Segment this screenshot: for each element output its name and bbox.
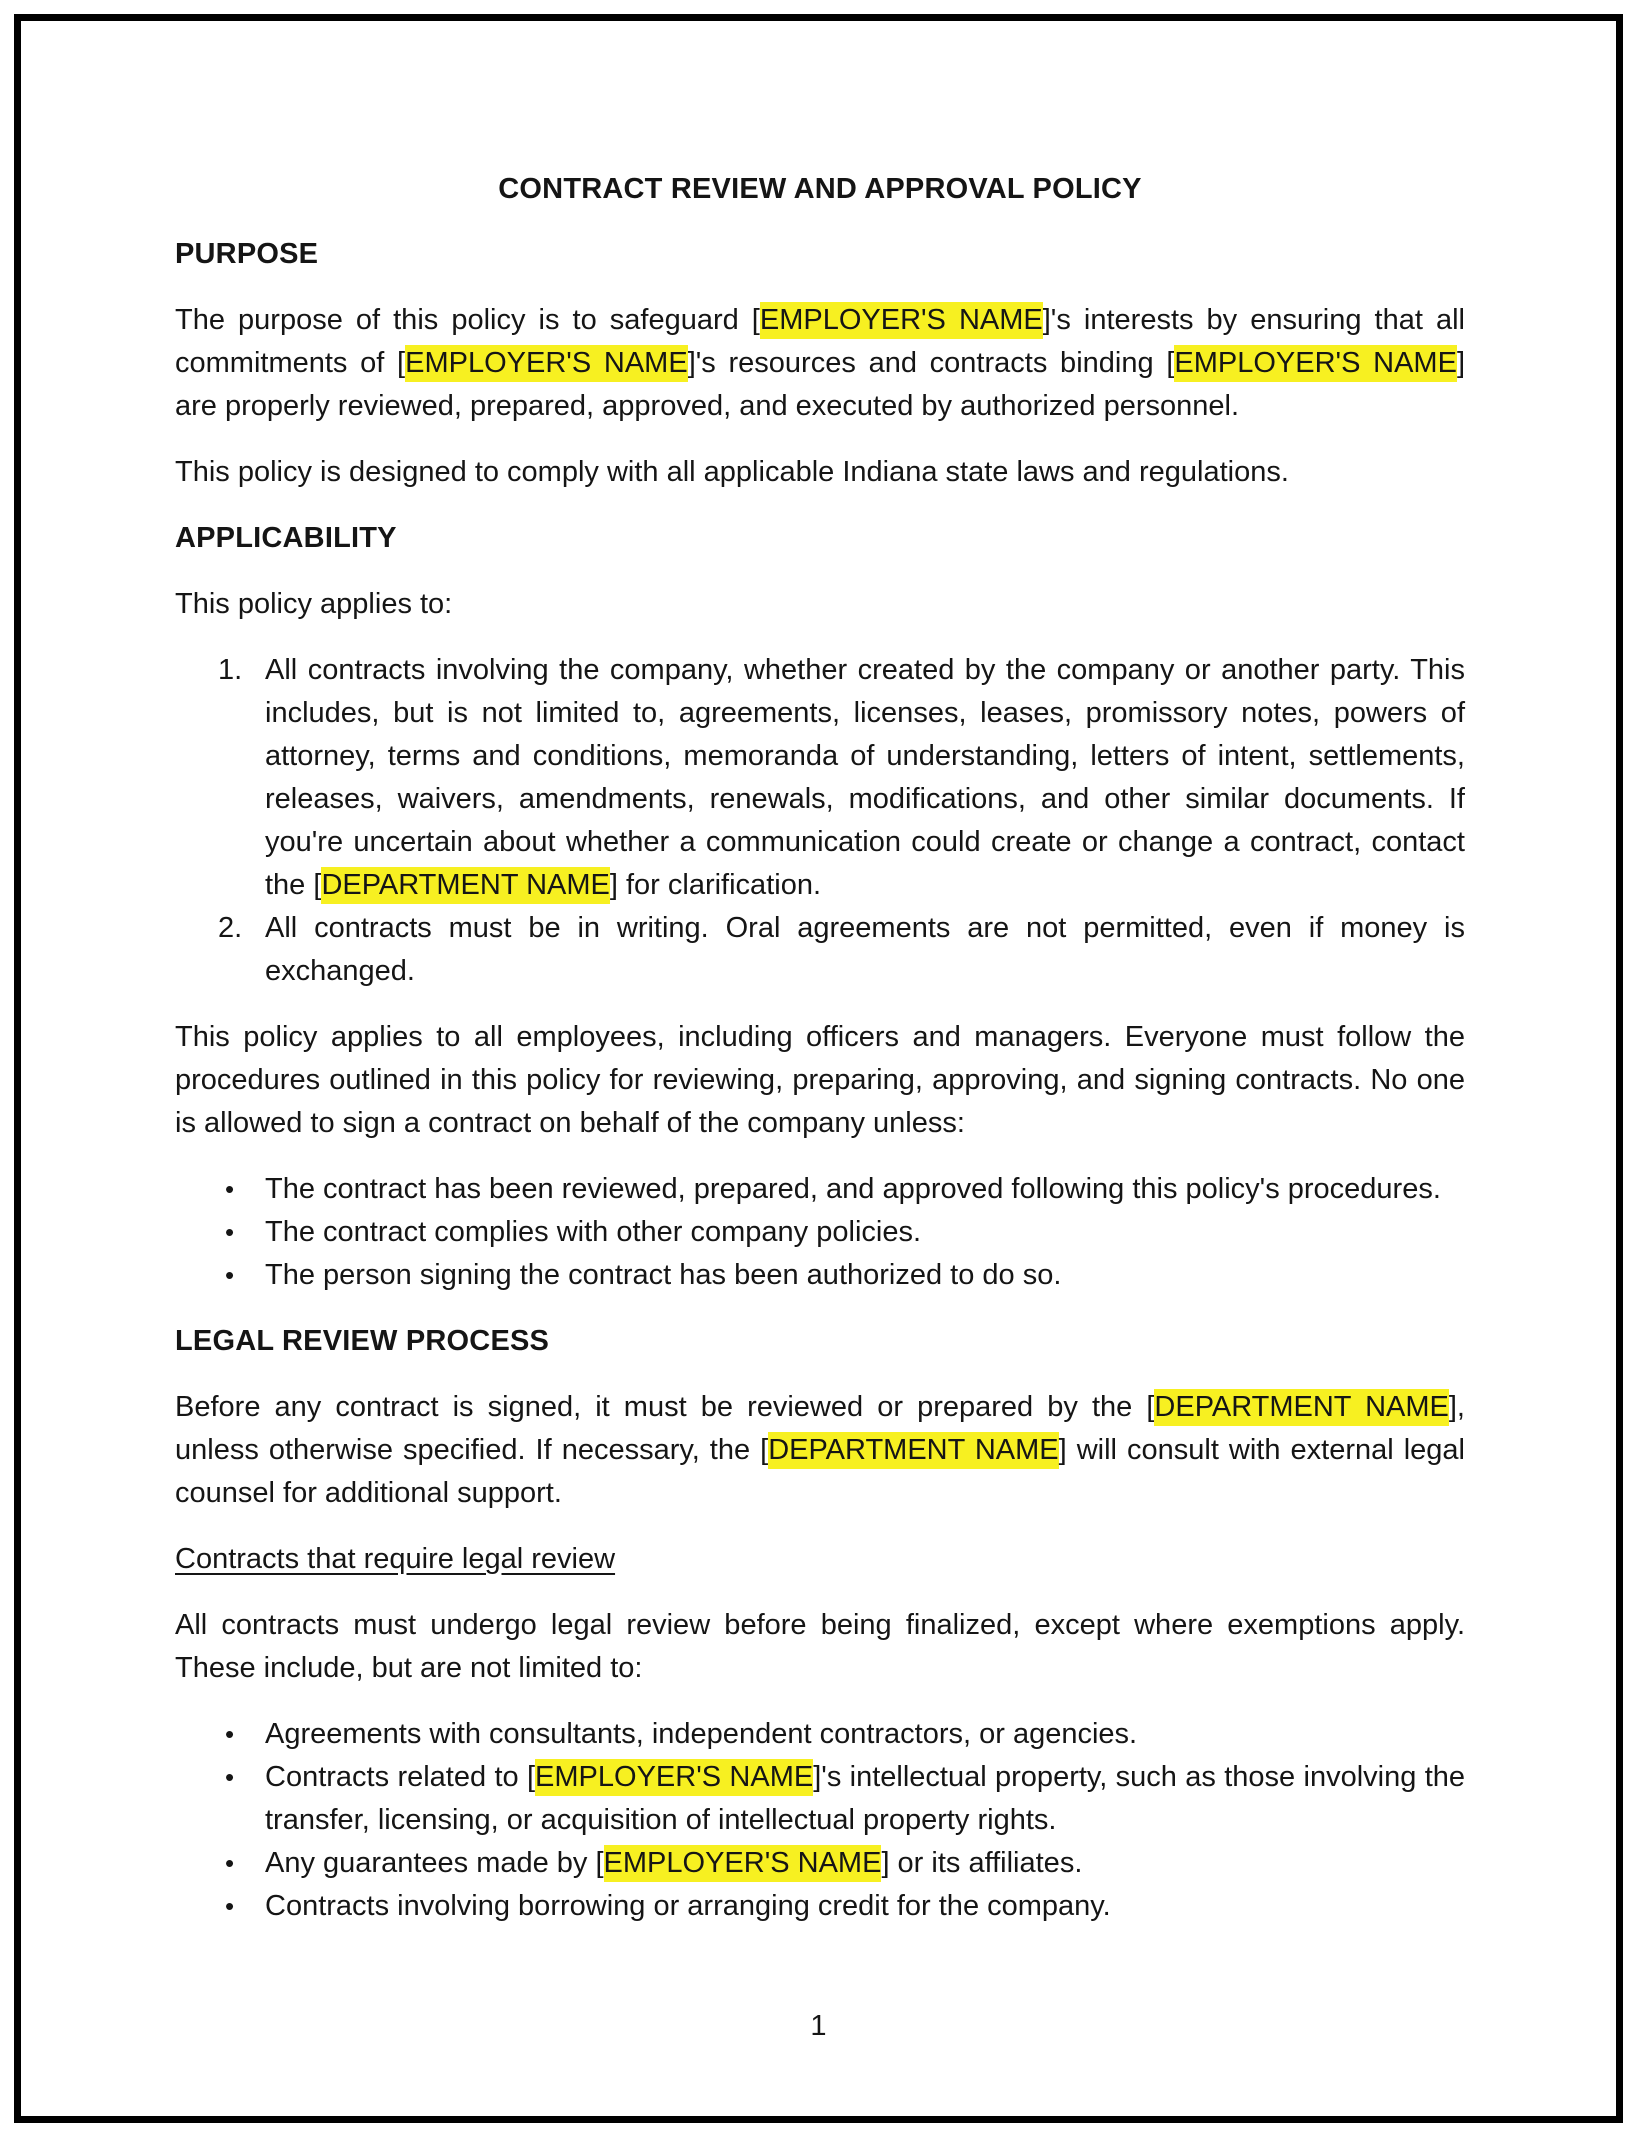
text-segment: This policy applies to: (175, 588, 453, 620)
paragraph (175, 451, 1465, 494)
text-segment: ] or its affiliates. (881, 1847, 1083, 1879)
list-number: 1. (218, 654, 243, 686)
bullet-icon: • (225, 1719, 235, 1749)
highlight-placeholder: EMPLOYER'S NAME (760, 302, 1043, 339)
text-segment: ]'s resources and contracts binding [ (687, 347, 1175, 379)
highlight-placeholder: EMPLOYER'S NAME (535, 1759, 813, 1796)
list-item (175, 1211, 1465, 1254)
highlight-placeholder: DEPARTMENT NAME (768, 1432, 1058, 1469)
highlight-placeholder: EMPLOYER'S NAME (1174, 345, 1457, 382)
document-sections (175, 233, 1465, 1928)
list-item (175, 1885, 1465, 1928)
text-segment: The purpose of this policy is to safeguard [ (175, 304, 760, 336)
text-segment: Contracts related to [ (265, 1761, 536, 1793)
list-number: 2. (218, 912, 243, 944)
bullet-icon: • (225, 1891, 235, 1921)
bullet-list (175, 1713, 1465, 1928)
text-segment: Before any contract is signed, it must be reviewed or prepared by the [ (175, 1391, 1155, 1423)
text-segment: ] for clarification. (609, 869, 822, 901)
list-item (175, 1713, 1465, 1756)
document-content (175, 168, 1465, 1951)
text-segment: The contract has been reviewed, prepared, and approved following this policy's procedures. (265, 1173, 1441, 1205)
paragraph (175, 583, 1465, 626)
list-item (175, 907, 1465, 993)
text-segment: All contracts must undergo legal review before being finalized, except where exemptions apply. These include, but are not limited to: (175, 1609, 1465, 1684)
bullet-icon: • (225, 1848, 235, 1878)
list-item (175, 1756, 1465, 1842)
text-segment: ]'s intellectual property, such as those involving the transfer, licensing, or acquisition of intellectual property rights. (265, 1761, 1466, 1836)
text-segment: The contract complies with other company policies. (265, 1216, 922, 1248)
page-number: 1 (810, 2010, 827, 2042)
text-segment: ] will consult with external legal counsel for additional support. (175, 1434, 1465, 1509)
paragraph (175, 299, 1465, 428)
paragraph (175, 1016, 1465, 1145)
highlight-placeholder: EMPLOYER'S NAME (604, 1845, 882, 1882)
bullet-icon: • (225, 1174, 235, 1204)
section-heading: LEGAL REVIEW PROCESS (175, 1325, 550, 1357)
highlight-placeholder: DEPARTMENT NAME (1154, 1389, 1448, 1426)
text-segment: Any guarantees made by [ (265, 1847, 604, 1879)
text-segment: Contracts involving borrowing or arranging credit for the company. (265, 1890, 1111, 1922)
text-segment: All contracts involving the company, whether created by the company or another party. This includes, but is not limited to, agreements, licenses, leases, promissory notes, powers of attorney, terms and conditions, memoranda of understanding, letters of intent, settlements, releases, waivers, amendments, renewals, modifications, and other similar documents. If you're uncertain about whether a communication could create or change a contract, contact the [ (265, 654, 1465, 901)
bullet-icon: • (225, 1260, 235, 1290)
bullet-list (175, 1168, 1465, 1297)
text-segment: ] are properly reviewed, prepared, approved, and executed by authorized personnel. (175, 347, 1465, 422)
list-item (175, 1254, 1465, 1297)
text-segment: The person signing the contract has been authorized to do so. (265, 1259, 1062, 1291)
document-title: CONTRACT REVIEW AND APPROVAL POLICY (498, 173, 1142, 205)
highlight-placeholder: EMPLOYER'S NAME (405, 345, 688, 382)
list-item (175, 649, 1465, 907)
text-segment: All contracts must be in writing. Oral agreements are not permitted, even if money is exchanged. (265, 912, 1465, 987)
section-heading: PURPOSE (175, 238, 319, 270)
ordered-list (175, 649, 1465, 993)
paragraph (175, 1386, 1465, 1515)
text-segment: This policy is designed to comply with all applicable Indiana state laws and regulations. (175, 456, 1289, 488)
bullet-icon: • (225, 1762, 235, 1792)
text-segment: Agreements with consultants, independent contractors, or agencies. (265, 1718, 1138, 1750)
paragraph (175, 1604, 1465, 1690)
list-item (175, 1842, 1465, 1885)
list-item (175, 1168, 1465, 1211)
text-segment: ], unless otherwise specified. If necessary, the [ (175, 1391, 1465, 1466)
highlight-placeholder: DEPARTMENT NAME (321, 867, 609, 904)
section-heading: APPLICABILITY (175, 522, 397, 554)
text-segment: This policy applies to all employees, including officers and managers. Everyone must follow the procedures outlined in this policy for reviewing, preparing, approving, and signing contracts. No one is allowed to sign a contract on behalf of the company unless: (175, 1021, 1465, 1139)
bullet-icon: • (225, 1217, 235, 1247)
underlined-subheading: Contracts that require legal review (175, 1543, 616, 1575)
text-segment: ]'s interests by ensuring that all commitments of [ (175, 304, 1465, 379)
